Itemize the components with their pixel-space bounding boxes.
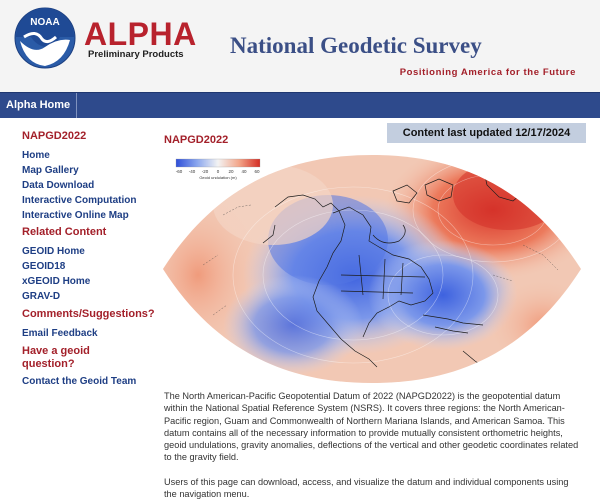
- noaa-logo-text: NOAA: [30, 17, 60, 28]
- sidebar-link-map-gallery[interactable]: Map Gallery: [22, 165, 79, 176]
- legend-label: Geoid undulation (m): [199, 175, 237, 180]
- description-paragraph-2: Users of this page can download, access, and visualize the datum and individual components using the navigation menu.: [164, 476, 569, 500]
- noaa-logo[interactable]: [14, 7, 76, 69]
- sidebar-link-contact-geoid-team[interactable]: Contact the Geoid Team: [22, 376, 137, 387]
- map-legend: [176, 159, 260, 180]
- sidebar-link-home[interactable]: Home: [22, 150, 50, 161]
- map-globe: [163, 155, 581, 383]
- sidebar-link-email-feedback[interactable]: Email Feedback: [22, 328, 98, 339]
- legend-tick: 40: [241, 169, 247, 174]
- alpha-subtitle: Preliminary Products: [88, 49, 184, 60]
- last-updated-banner: Content last updated 12/17/2024: [387, 123, 586, 143]
- sidebar-heading-related-content: Related Content: [22, 226, 107, 238]
- site-header: [0, 0, 600, 92]
- sidebar-link-grav-d[interactable]: GRAV-D: [22, 291, 61, 302]
- legend-tick: -40: [188, 169, 196, 174]
- sidebar-link-interactive-computation[interactable]: Interactive Computation: [22, 195, 137, 206]
- top-navbar: [0, 92, 600, 118]
- description-text: [164, 390, 580, 500]
- sidebar-link-data-download[interactable]: Data Download: [22, 180, 95, 191]
- description-paragraph-1: The North American-Pacific Geopotential Datum of 2022 (NAPGD2022) is the geopotential datum within the National Spatial Reference System (NSRS). It covers three regions: the North American-Pacific region, Guam and Commonwealth of Northern Mariana Islands, and American Samoa. This datum contains all of the necessary information to provide mutually consistent orthometric heights, geoid undulations, gravity anomalies, deflections of the vertical and other geodetic coordinates related to the gravity field.: [164, 391, 579, 463]
- sidebar-heading-geoid-question: Have a geoid question?: [22, 345, 90, 370]
- sidebar-link-xgeoid-home[interactable]: xGEOID Home: [22, 276, 91, 287]
- agency-title[interactable]: National Geodetic Survey: [230, 33, 482, 58]
- alpha-title: ALPHA: [84, 16, 197, 52]
- sidebar: [22, 130, 155, 389]
- legend-tick: 20: [228, 169, 234, 174]
- legend-tick: -20: [201, 169, 209, 174]
- sidebar-link-geoid18[interactable]: GEOID18: [22, 261, 66, 272]
- sidebar-heading-napgd2022: NAPGD2022: [22, 130, 87, 142]
- tagline: Positioning America for the Future: [399, 67, 576, 78]
- nav-alpha-home[interactable]: Alpha Home: [0, 93, 77, 118]
- geoid-undulation-map: [163, 155, 581, 383]
- legend-tick: 0: [216, 169, 220, 174]
- legend-tick: 60: [254, 169, 260, 174]
- page-title: NAPGD2022: [164, 134, 229, 146]
- sidebar-link-geoid-home[interactable]: GEOID Home: [22, 246, 85, 257]
- legend-tick: -60: [175, 169, 183, 174]
- sidebar-link-interactive-online-map[interactable]: Interactive Online Map: [22, 210, 129, 221]
- sidebar-heading-comments: Comments/Suggestions?: [22, 308, 155, 320]
